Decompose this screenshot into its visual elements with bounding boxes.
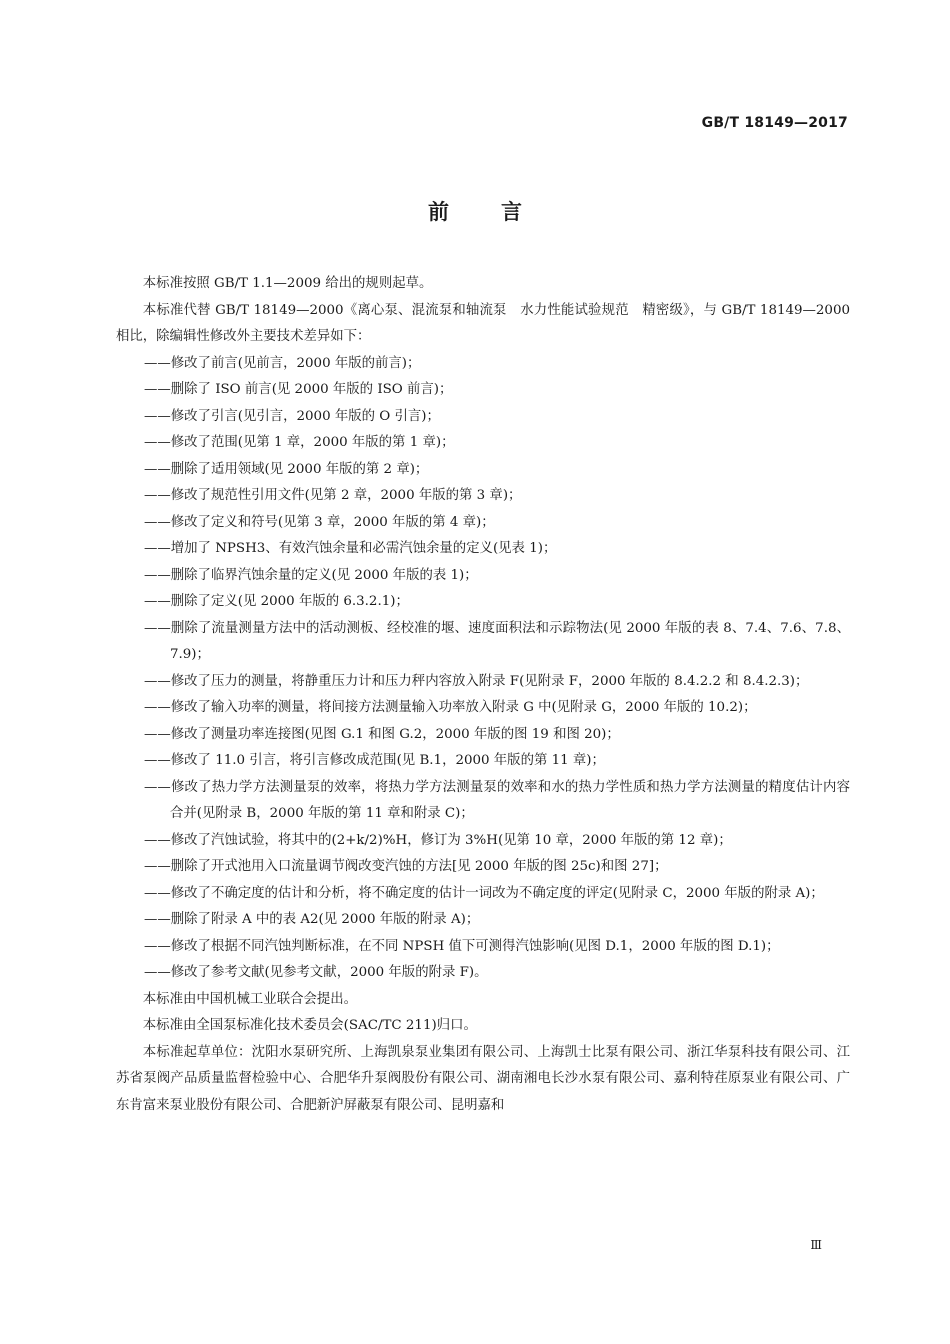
change-item: ——修改了汽蚀试验，将其中的(2+k/2)%H，修订为 3%H(见第 10 章，2000 年版的第 12 章)； <box>144 832 732 848</box>
change-item: ——删除了流量测量方法中的活动测板、经校准的堰、速度面积法和示踪物法(见 2000 年版的表 8、7.4、7.6、7.8、7.9)； <box>144 620 850 662</box>
change-item: ——删除了附录 A 中的表 A2(见 2000 年版的附录 A)； <box>144 912 480 927</box>
closing-paragraph: 本标准由全国泵标准化技术委员会(SAC/TC 211)归口。 <box>142 1018 477 1033</box>
change-item: ——增加了 NPSH3、有效汽蚀余量和必需汽蚀余量的定义(见表 1)； <box>144 541 557 556</box>
change-item: ——修改了不确定度的估计和分析，将不确定度的估计一词改为不确定度的评定(见附录 C，2000 年版的附录 A)； <box>144 885 824 901</box>
change-item: ——修改了热力学方法测量泵的效率，将热力学方法测量泵的效率和水的热力学性质和热力学方法测量的精度估计内容合并(见附录 B，2000 年版的第 11 章和附录 C)； <box>144 779 850 821</box>
standard-code: GB/T 18149—2017 <box>701 115 848 131</box>
change-item: ——修改了引言(见引言，2000 年版的 O 引言)； <box>144 408 440 424</box>
change-item: ——删除了开式池用入口流量调节阀改变汽蚀的方法[见 2000 年版的图 25c)和图 27]； <box>144 859 668 874</box>
change-item: ——修改了定义和符号(见第 3 章，2000 年版的第 4 章)； <box>144 514 495 530</box>
change-item: ——修改了参考文献(见参考文献，2000 年版的附录 F)。 <box>144 965 488 980</box>
intro-paragraph: 本标准按照 GB/T 1.1—2009 给出的规则起草。 <box>142 276 433 291</box>
page-number: Ⅲ <box>810 1238 822 1252</box>
change-item: ——删除了定义(见 2000 年版的 6.3.2.1)； <box>144 594 409 609</box>
change-item: ——修改了 11.0 引言，将引言修改成范围(见 B.1，2000 年版的第 11 章)； <box>144 753 605 768</box>
page-title: 前言 <box>428 200 574 224</box>
closing-paragraph: 本标准由中国机械工业联合会提出。 <box>142 991 358 1007</box>
change-item: ——删除了适用领域(见 2000 年版的第 2 章)； <box>144 461 429 477</box>
change-item: ——修改了测量功率连接图(见图 G.1 和图 G.2，2000 年版的图 19 和图 20)； <box>144 726 620 742</box>
change-item: ——删除了 ISO 前言(见 2000 年版的 ISO 前言)； <box>144 382 453 397</box>
change-item: ——修改了前言(见前言，2000 年版的前言)； <box>144 355 421 371</box>
change-item: ——删除了临界汽蚀余量的定义(见 2000 年版的表 1)； <box>144 567 478 583</box>
change-item: ——修改了根据不同汽蚀判断标准，在不同 NPSH 值下可测得汽蚀影响(见图 D.1，2000 年版的图 D.1)； <box>144 938 780 954</box>
change-item: ——修改了范围(见第 1 章，2000 年版的第 1 章)； <box>144 435 455 450</box>
intro-paragraph: 本标准代替 GB/T 18149—2000《离心泵、混流泵和轴流泵 水力性能试验规范 精密级》，与 GB/T 18149—2000 相比，除编辑性修改外主要技术差异如下： <box>116 302 850 344</box>
change-item: ——修改了输入功率的测量，将间接方法测量输入功率放入附录 G 中(见附录 G，2000 年版的 10.2)； <box>144 700 757 715</box>
change-item: ——修改了压力的测量，将静重压力计和压力秤内容放入附录 F(见附录 F，2000 年版的 8.4.2.2 和 8.4.2.3)； <box>144 673 809 689</box>
change-item: ——修改了规范性引用文件(见第 2 章，2000 年版的第 3 章)； <box>144 488 522 503</box>
drafting-units-paragraph: 本标准起草单位：沈阳水泵研究所、上海凯泉泵业集团有限公司、上海凯士比泵有限公司、浙江华泵科技有限公司、江苏省泵阀产品质量监督检验中心、合肥华升泵阀股份有限公司、湖南湘电长沙水泵有限公司、嘉利特荏原泵业有限公司、广东肯富来泵业股份有限公司、合肥新沪屏蔽泵有限公司、昆明嘉和 <box>116 1044 850 1113</box>
document-body <box>116 271 850 1119</box>
